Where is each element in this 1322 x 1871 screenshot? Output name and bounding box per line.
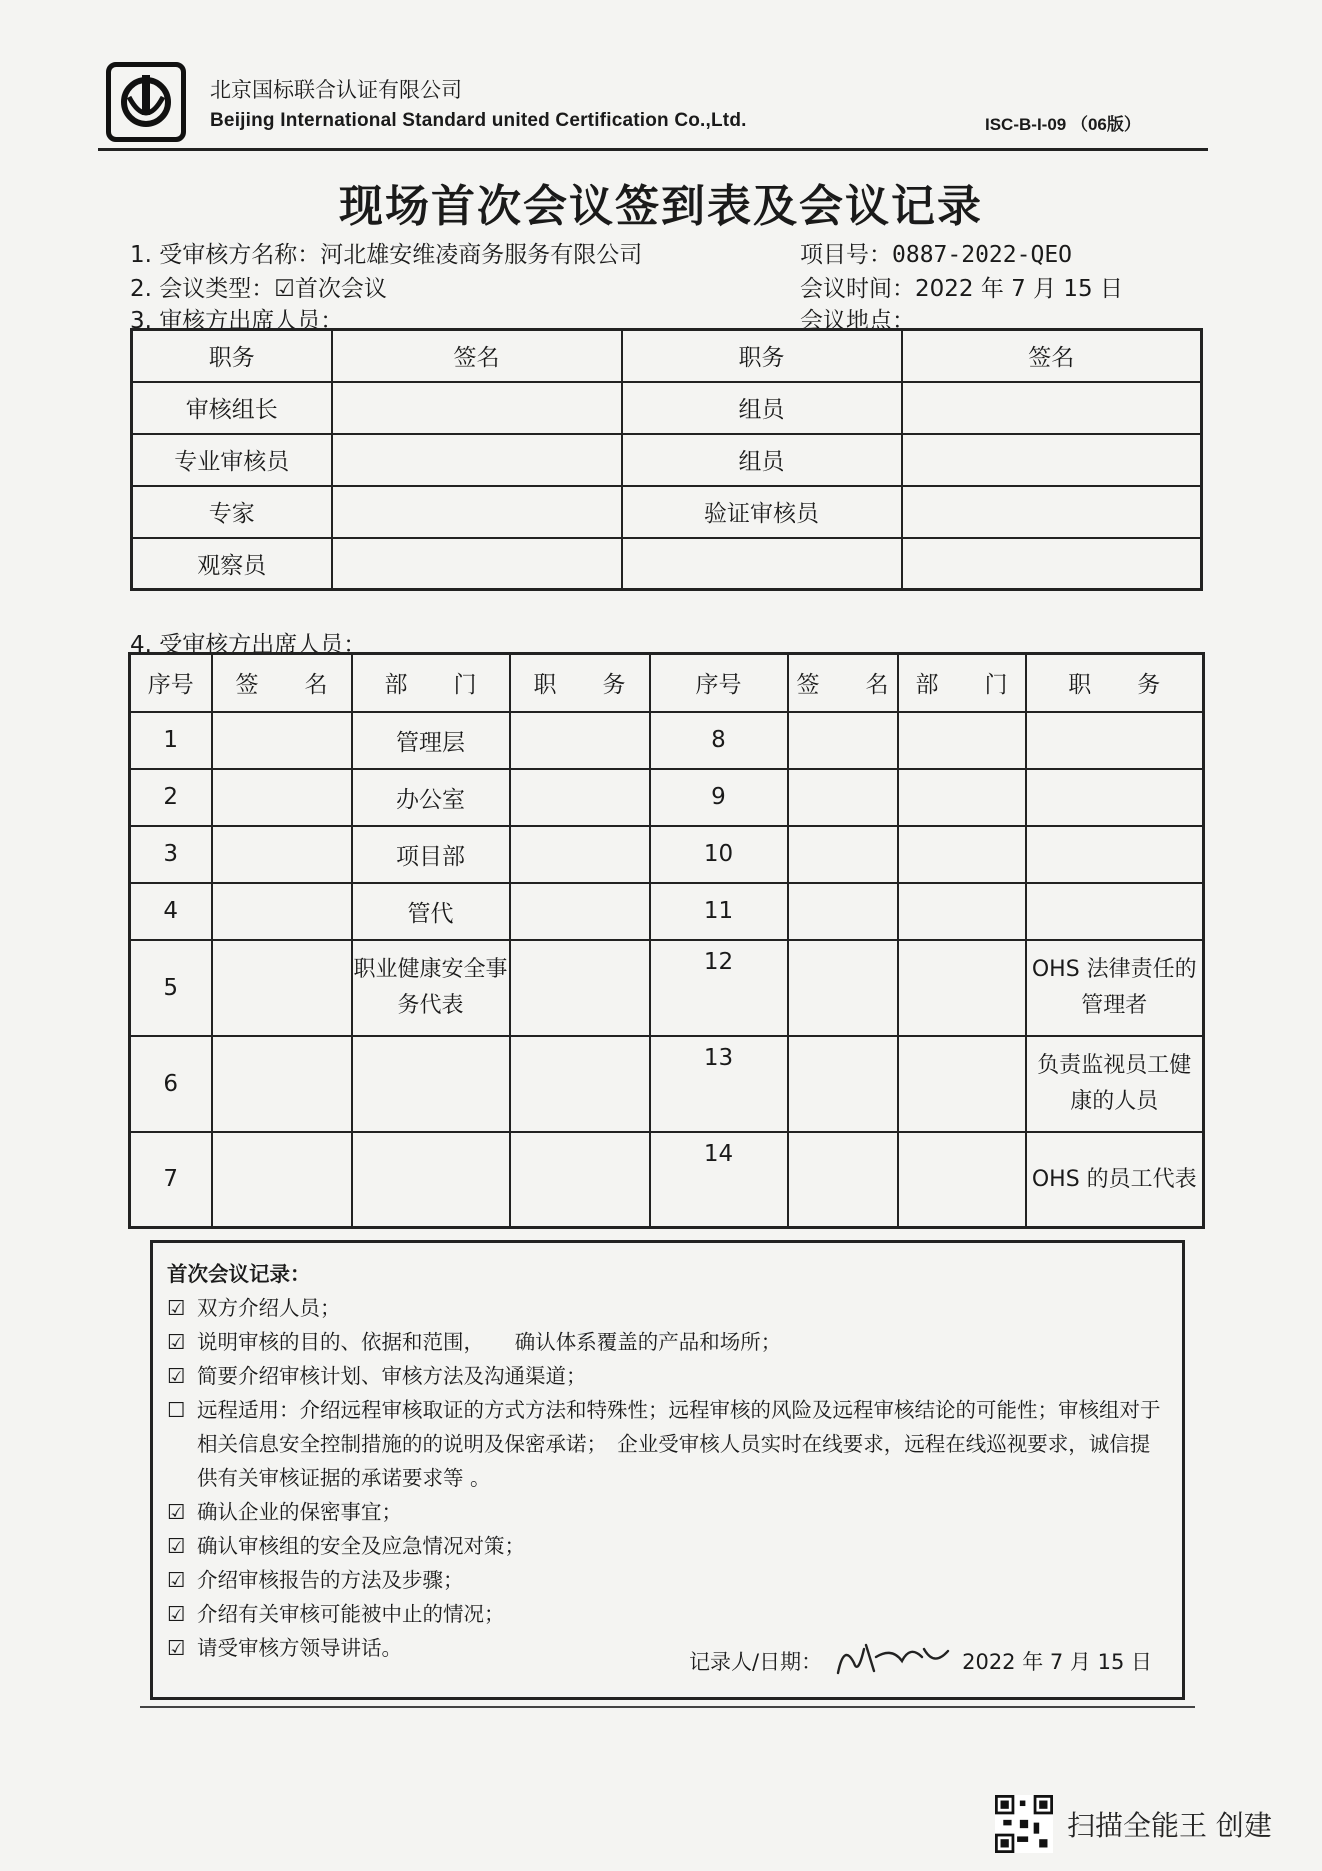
header-role-right: 职 务: [1026, 654, 1204, 712]
checkbox-icon: ☑: [167, 1534, 186, 1558]
row-number: 3: [130, 826, 212, 883]
attendee-row: [130, 1132, 1204, 1228]
signature-cell: [332, 434, 622, 486]
minutes-item-text: 介绍审核报告的方法及步骤；: [197, 1568, 464, 1592]
role-cell: [1026, 826, 1204, 883]
role-cell: [510, 1036, 650, 1132]
company-name-en: Beijing International Standard united Certification Co.,Ltd.: [210, 110, 747, 131]
row-number: 6: [130, 1036, 212, 1132]
meeting-type-value: ☑首次会议: [274, 276, 387, 302]
row-number: 14: [650, 1132, 788, 1228]
signature-cell: [902, 538, 1202, 590]
department-cell: 职业健康安全事务代表: [352, 940, 510, 1036]
minutes-item-text: 双方介绍人员；: [197, 1296, 341, 1320]
recorder-label: 记录人/日期：: [689, 1650, 823, 1674]
department-cell: [898, 1132, 1026, 1228]
role-cell: [510, 826, 650, 883]
company-name-cn: 北京国标联合认证有限公司: [210, 78, 462, 102]
scanner-text: 扫描全能王 创建: [1067, 1809, 1272, 1842]
qr-code-icon: [995, 1795, 1053, 1853]
signature-cell: [212, 1132, 352, 1228]
meeting-time-value: 2022 年 7 月 15 日: [915, 276, 1123, 302]
minutes-title: 首次会议记录：: [167, 1262, 311, 1286]
audit-team-row: [132, 538, 1202, 590]
signature-cell: [902, 486, 1202, 538]
signature-cell: [788, 940, 898, 1036]
audit-team-table: [130, 328, 1203, 591]
header-signature-left: 签名: [332, 330, 622, 382]
minutes-item: [167, 1597, 1168, 1631]
signature-cell: [332, 382, 622, 434]
department-cell: 项目部: [352, 826, 510, 883]
checkbox-icon: ☑: [167, 1330, 186, 1354]
auditee-attendees-table: [128, 652, 1205, 1229]
department-cell: [352, 1132, 510, 1228]
signature-cell: [788, 712, 898, 769]
role-cell: [1026, 712, 1204, 769]
header-signature-right: 签 名: [788, 654, 898, 712]
meeting-time-line: [800, 270, 1123, 303]
recorder-signature: [832, 1633, 952, 1679]
role-cell: 组员: [622, 382, 902, 434]
department-cell: 办公室: [352, 769, 510, 826]
department-cell: [352, 1036, 510, 1132]
row-number: 7: [130, 1132, 212, 1228]
project-line: [800, 236, 1072, 269]
role-cell: [510, 1132, 650, 1228]
role-cell: [1026, 769, 1204, 826]
role-cell: 审核组长: [132, 382, 332, 434]
department-cell: [898, 769, 1026, 826]
signature-cell: [788, 1132, 898, 1228]
audit-team-header-row: [132, 330, 1202, 382]
minutes-item: [167, 1325, 1168, 1359]
signature-cell: [332, 486, 622, 538]
signature-cell: [212, 712, 352, 769]
header-signature-left: 签 名: [212, 654, 352, 712]
row-number: 10: [650, 826, 788, 883]
row-number: 5: [130, 940, 212, 1036]
auditee-attendees-label: 4. 受审核方出席人员：: [130, 632, 367, 658]
project-number: 0887-2022-QEO: [892, 242, 1073, 268]
checkbox-icon: ☐: [167, 1398, 186, 1422]
signature-cell: [788, 883, 898, 940]
page-title: 现场首次会议签到表及会议记录: [339, 181, 983, 232]
checkbox-icon: ☑: [167, 1636, 186, 1660]
minutes-item-text: 简要介绍审核计划、审核方法及沟通渠道；: [197, 1364, 587, 1388]
attendees-header-row: [130, 654, 1204, 712]
scanner-watermark: [995, 1795, 1272, 1853]
auditor-attendees-label: 3. 审核方出席人员：: [130, 308, 344, 334]
signature-cell: [212, 1036, 352, 1132]
row-number: 4: [130, 883, 212, 940]
checkbox-icon: ☑: [167, 1296, 186, 1320]
attendee-row: [130, 769, 1204, 826]
row-number: 9: [650, 769, 788, 826]
role-cell: 负责监视员工健康的人员: [1026, 1036, 1204, 1132]
attendee-row: [130, 712, 1204, 769]
minutes-item: [167, 1359, 1168, 1393]
role-cell: 专业审核员: [132, 434, 332, 486]
signature-cell: [788, 1036, 898, 1132]
recorder-date: 2022 年 7 月 15 日: [962, 1650, 1152, 1674]
signature-cell: [212, 883, 352, 940]
checkbox-icon: ☑: [167, 1500, 186, 1524]
header-divider: [98, 148, 1208, 151]
meeting-time-label: 会议时间：: [800, 276, 915, 302]
minutes-item-text: 介绍有关审核可能被中止的情况；: [197, 1602, 505, 1626]
row-number: 8: [650, 712, 788, 769]
header-dept-left: 部 门: [352, 654, 510, 712]
row-number: 1: [130, 712, 212, 769]
signature-cell: [788, 826, 898, 883]
logo-mark-icon: [111, 67, 181, 137]
auditee-name: 河北雄安维凌商务服务有限公司: [320, 242, 643, 268]
checkbox-icon: ☑: [167, 1568, 186, 1592]
meeting-minutes-box: [150, 1240, 1185, 1700]
checkbox-icon: ☑: [167, 1602, 186, 1626]
header-signature-right: 签名: [902, 330, 1202, 382]
form-code: ISC-B-I-09 （06版）: [985, 115, 1141, 134]
signature-cell: [332, 538, 622, 590]
minutes-item: [167, 1291, 1168, 1325]
role-cell: [510, 712, 650, 769]
department-cell: [898, 712, 1026, 769]
signature-cell: [212, 769, 352, 826]
project-label: 项目号：: [800, 242, 892, 268]
signature-cell: [902, 382, 1202, 434]
row-number: 11: [650, 883, 788, 940]
department-cell: 管代: [352, 883, 510, 940]
audit-team-row: [132, 434, 1202, 486]
role-cell: 组员: [622, 434, 902, 486]
location-label: 会议地点：: [800, 308, 915, 334]
attendee-row: [130, 826, 1204, 883]
meeting-type-line: [130, 270, 387, 303]
minutes-item-text: 确认审核组的安全及应急情况对策；: [197, 1534, 525, 1558]
signature-cell: [902, 434, 1202, 486]
role-cell: 验证审核员: [622, 486, 902, 538]
role-cell: 专家: [132, 486, 332, 538]
role-cell: OHS 的员工代表: [1026, 1132, 1204, 1228]
header-no-right: 序号: [650, 654, 788, 712]
role-cell: 观察员: [132, 538, 332, 590]
role-cell: [510, 940, 650, 1036]
minutes-item-text: 请受审核方领导讲话。: [197, 1636, 402, 1660]
recorder-line: [689, 1633, 1152, 1679]
minutes-item-text: 确认企业的保密事宜；: [197, 1500, 402, 1524]
department-cell: [898, 883, 1026, 940]
department-cell: 管理层: [352, 712, 510, 769]
header-role-right: 职务: [622, 330, 902, 382]
signature-cell: [212, 826, 352, 883]
company-logo: [106, 62, 186, 142]
checkbox-icon: ☑: [167, 1364, 186, 1388]
minutes-item-text: 远程适用：介绍远程审核取证的方式方法和特殊性；远程审核的风险及远程审核结论的可能性；审核组对于相关信息安全控制措施的的说明及保密承诺； 企业受审核人员实时在线要求，远程在线巡视要求，诚信提供有关审核证据的承诺要求等 。: [197, 1398, 1161, 1490]
minutes-item: [167, 1563, 1168, 1597]
department-cell: [898, 826, 1026, 883]
department-cell: [898, 1036, 1026, 1132]
auditee-label: 1. 受审核方名称：: [130, 242, 321, 268]
role-cell: [1026, 883, 1204, 940]
bottom-divider: [140, 1706, 1195, 1708]
header-role-left: 职 务: [510, 654, 650, 712]
signature-cell: [212, 940, 352, 1036]
role-cell: OHS 法律责任的管理者: [1026, 940, 1204, 1036]
meeting-type-label: 2. 会议类型：: [130, 276, 275, 302]
header-dept-right: 部 门: [898, 654, 1026, 712]
minutes-item: [167, 1495, 1168, 1529]
audit-team-row: [132, 486, 1202, 538]
signature-cell: [788, 769, 898, 826]
minutes-item: [167, 1393, 1168, 1495]
audit-team-row: [132, 382, 1202, 434]
attendee-row: [130, 940, 1204, 1036]
row-number: 13: [650, 1036, 788, 1132]
header-no-left: 序号: [130, 654, 212, 712]
attendee-row: [130, 1036, 1204, 1132]
minutes-item-text: 说明审核的目的、依据和范围， 确认体系覆盖的产品和场所；: [197, 1330, 782, 1354]
row-number: 2: [130, 769, 212, 826]
role-cell: [510, 769, 650, 826]
role-cell: [510, 883, 650, 940]
header-role-left: 职务: [132, 330, 332, 382]
minutes-item: [167, 1529, 1168, 1563]
auditee-line: [130, 236, 642, 269]
role-cell: [622, 538, 902, 590]
attendee-row: [130, 883, 1204, 940]
row-number: 12: [650, 940, 788, 1036]
department-cell: [898, 940, 1026, 1036]
